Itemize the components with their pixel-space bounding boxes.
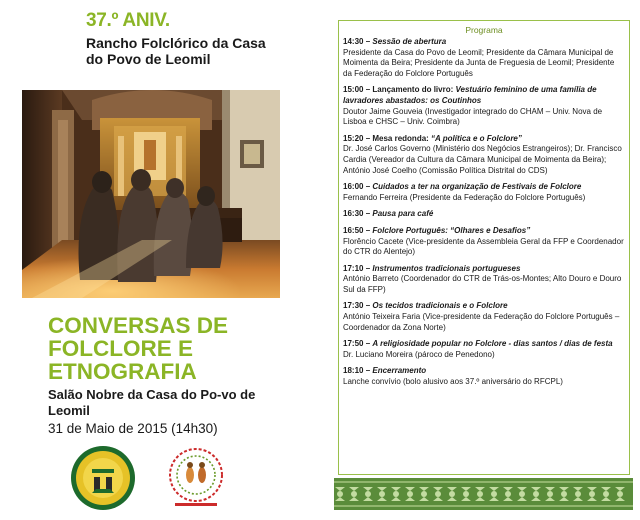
- program-speakers: António Teixeira Faria (Vice-presidente da Federação do Folclore Português – Coordenador da Zona Norte): [343, 312, 620, 332]
- program-speakers: Florêncio Cacete (Vice-presidente da Assembleia Geral da FFP e Coordenador do CTR do Alentejo): [343, 236, 624, 257]
- program-separator: – Mesa redonda:: [363, 133, 432, 143]
- program-item-title: [343, 134, 625, 145]
- program-item-title: [343, 339, 625, 350]
- program-session-title: “A política e o Folclore”: [431, 133, 522, 143]
- program-item: [343, 85, 625, 127]
- program-item-title: [343, 264, 625, 275]
- rancho-folclorico-logo: [70, 445, 136, 511]
- program-session-title: Os tecidos tradicionais e o Folclore: [372, 301, 508, 311]
- event-venue: Salão Nobre da Casa do Po-vo de Leomil: [48, 387, 256, 418]
- program-item: [343, 226, 625, 258]
- program-time: 16:50: [343, 225, 364, 235]
- federacao-folclore-logo: [163, 445, 229, 511]
- program-session-title: Folclore Português: “Olhares e Desafios”: [372, 225, 531, 235]
- program-session-title: Vestuário feminino de uma família de lavradores abastados: os Coutinhos: [343, 85, 597, 105]
- program-session-title: Sessão de abertura: [372, 37, 447, 46]
- program-separator: – Lançamento do livro:: [363, 85, 456, 95]
- program-separator: –: [363, 182, 373, 192]
- program-speakers: Presidente da Casa do Povo de Leomil; Presidente da Câmara Municipal de Moimenta da Beira; Presidente da Junta de Freguesia de Leomil; Presidente da Federação do Folclore Português: [343, 47, 615, 78]
- program-time: 16:30: [343, 209, 364, 219]
- programa-list: [339, 35, 629, 388]
- program-time: 15:00: [343, 85, 364, 95]
- program-time: 18:10: [343, 366, 364, 376]
- program-separator: –: [363, 263, 373, 273]
- program-item-title: [343, 366, 625, 377]
- program-item: [343, 209, 625, 220]
- program-session-title: Encerramento: [372, 366, 427, 376]
- program-item: [343, 301, 625, 333]
- program-session-title: Cuidados a ter na organização de Festivais de Folclore: [372, 182, 582, 192]
- program-item: [343, 182, 625, 203]
- programa-panel: [338, 20, 630, 475]
- program-item-title: [343, 182, 625, 193]
- program-item: [343, 264, 625, 296]
- program-item: [343, 339, 625, 360]
- programa-heading: Programa: [465, 25, 503, 35]
- chapel-photo: [22, 90, 280, 298]
- program-time: 17:50: [343, 339, 364, 349]
- program-item-title: [343, 85, 625, 106]
- program-item-title: [343, 226, 625, 237]
- program-separator: –: [363, 366, 373, 376]
- program-separator: –: [363, 225, 373, 235]
- program-speakers: Fernando Ferreira (Presidente da Federação do Folclore Português): [343, 192, 586, 202]
- program-speakers: António Barreto (Coordenador do CTR de Trás-os-Montes; Alto Douro e Douro Sul da FFP): [343, 274, 622, 294]
- program-time: 17:30: [343, 301, 364, 311]
- event-title: CONVERSAS DE FOLCLORE E ETNOGRAFIA: [48, 313, 229, 384]
- program-separator: –: [363, 37, 373, 46]
- event-date: 31 de Maio de 2015 (14h30): [48, 421, 218, 436]
- decorative-lace-band: [334, 478, 633, 510]
- program-session-title: Instrumentos tradicionais portugueses: [372, 263, 521, 273]
- organization-name: Rancho Folclórico da Casa do Povo de Leomil: [86, 35, 266, 67]
- program-separator: –: [363, 209, 373, 219]
- program-item: [343, 37, 625, 79]
- program-separator: –: [363, 301, 373, 311]
- program-item: [343, 134, 625, 176]
- program-time: 16:00: [343, 182, 364, 192]
- program-speakers: Dr. José Carlos Governo (Ministério dos Negócios Estrangeiros); Dr. Francisco Cardia (Vereador da Cultura da Câmara Municipal de Moimenta da Beira); António José Coelho (Comissão Política Distrital do CDS): [343, 144, 622, 175]
- program-time: 17:10: [343, 263, 364, 273]
- program-item: [343, 366, 625, 387]
- program-item-title: [343, 301, 625, 312]
- program-session-title: Pausa para café: [372, 209, 434, 219]
- program-item-title: [343, 37, 625, 48]
- program-time: 15:20: [343, 133, 364, 143]
- program-speakers: Doutor Jaime Gouveia (Investigador integrado do CHAM – Univ. Nova de Lisboa e CHSC – Univ. Coimbra): [343, 106, 603, 127]
- anniversary-heading: 37.º ANIV.: [86, 10, 170, 31]
- program-time: 14:30: [343, 37, 364, 46]
- program-session-title: A religiosidade popular no Folclore - dias santos / dias de festa: [372, 339, 613, 349]
- program-speakers: Lanche convívio (bolo alusivo aos 37.º aniversário do RFCPL): [343, 377, 563, 387]
- program-item-title: [343, 209, 625, 220]
- program-speakers: Dr. Luciano Moreira (pároco de Penedono): [343, 349, 495, 359]
- program-separator: –: [363, 339, 373, 349]
